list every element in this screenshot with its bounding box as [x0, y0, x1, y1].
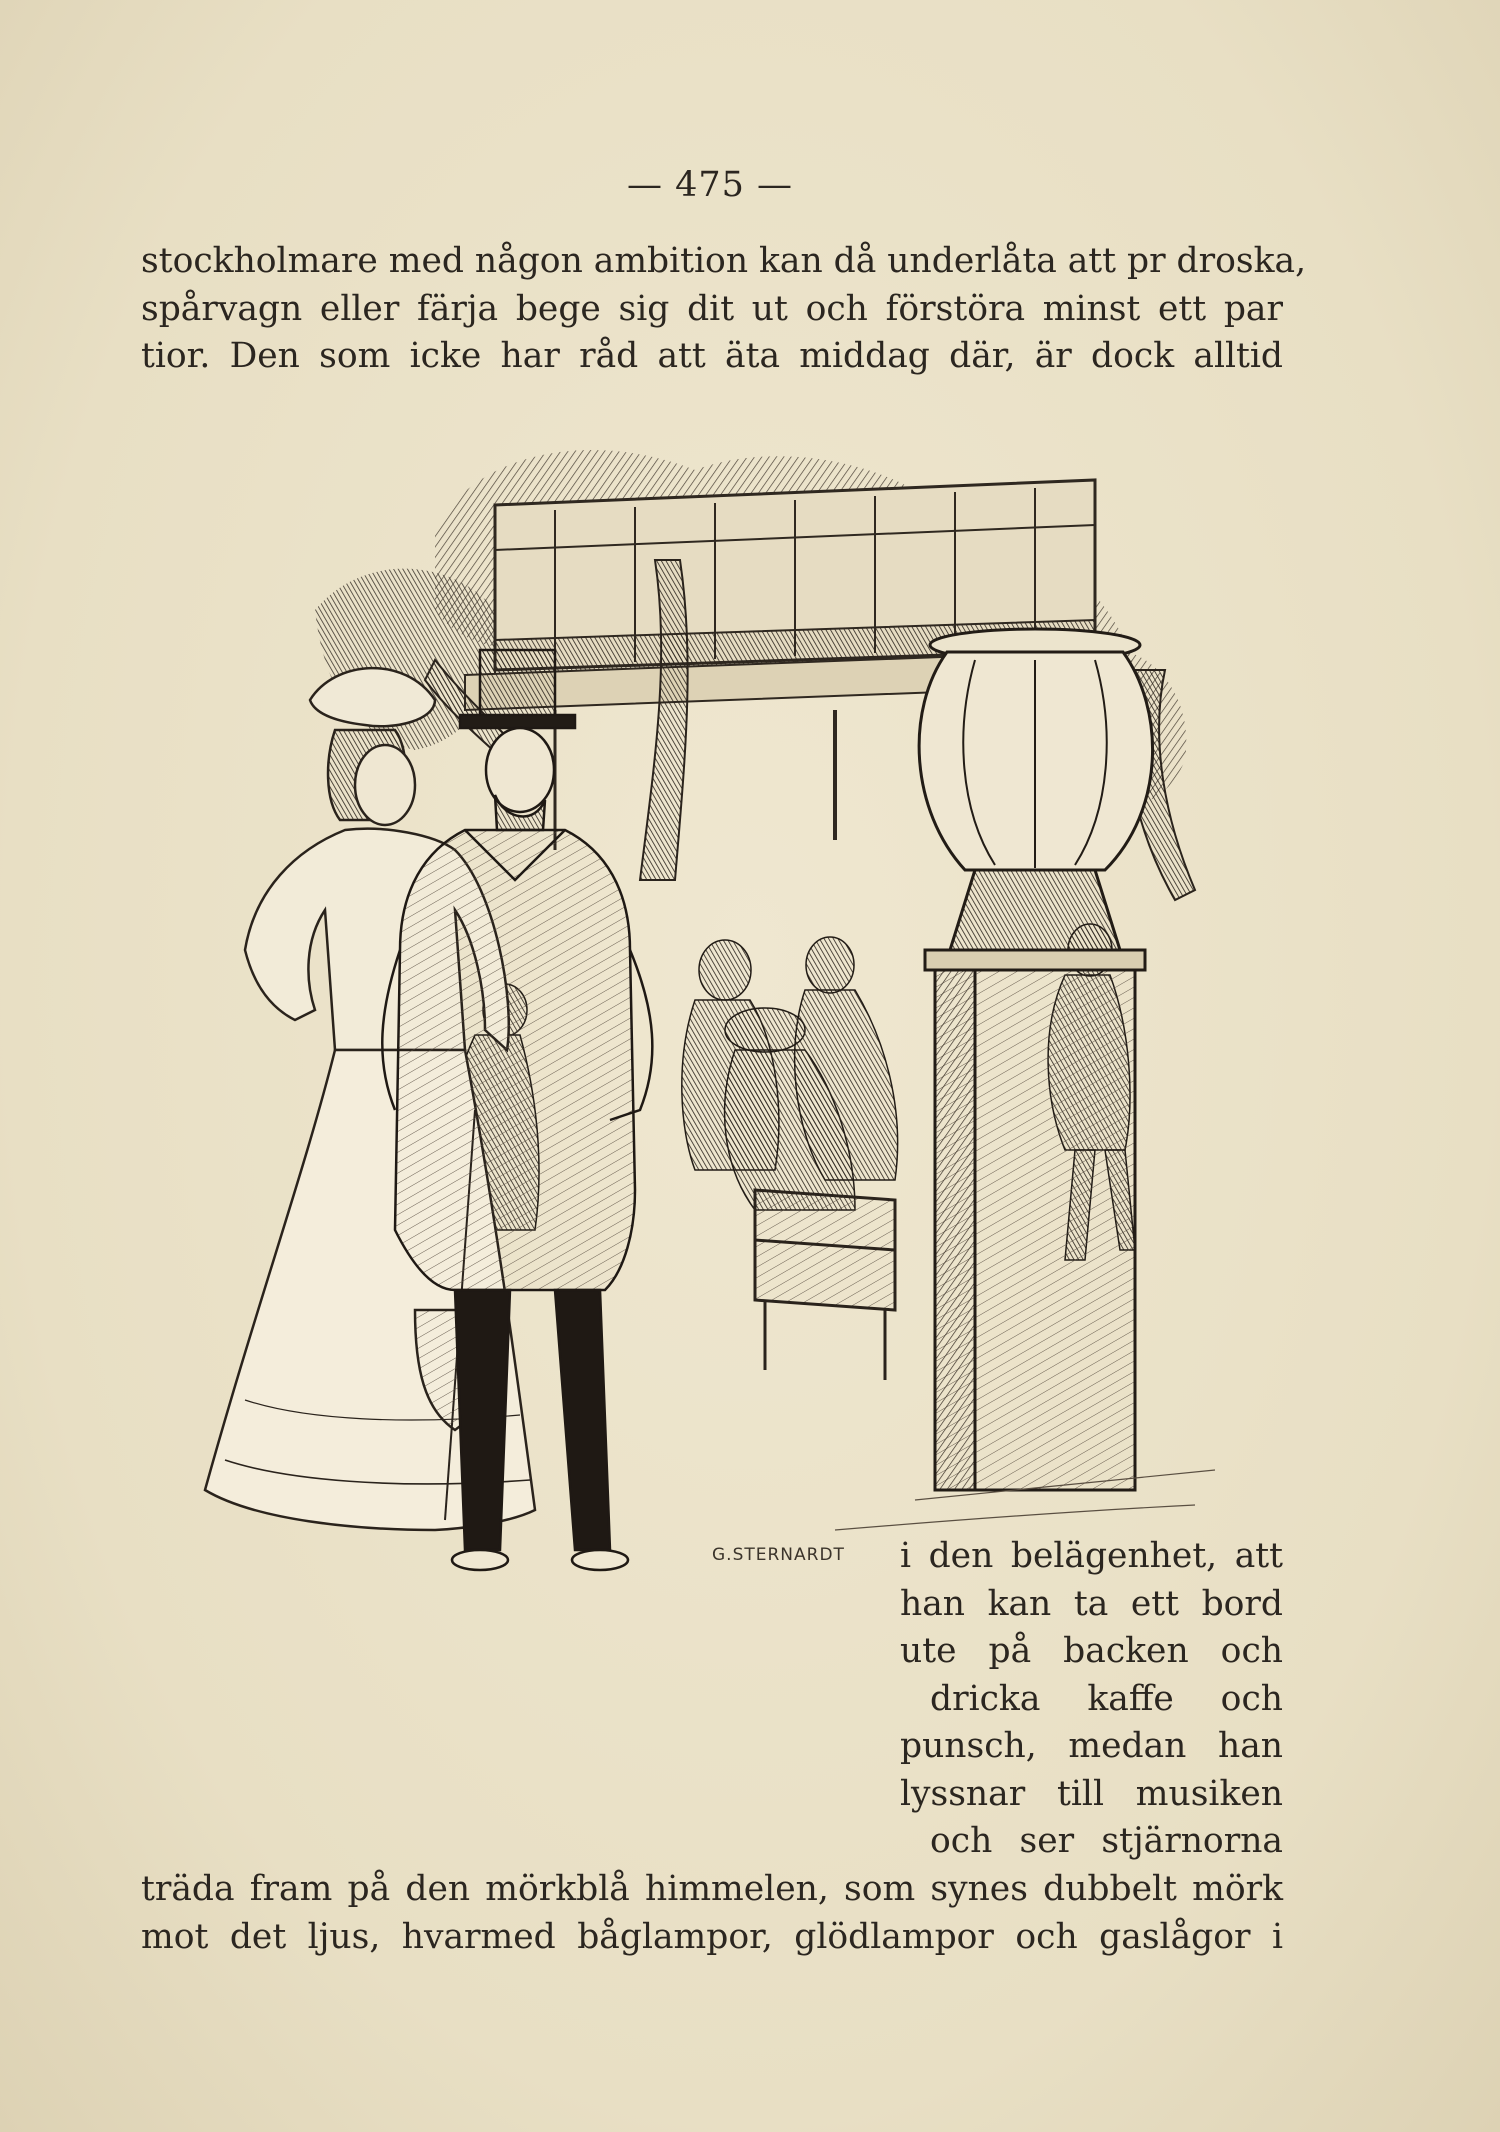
- text-line: lyssnar till musiken: [900, 1773, 1283, 1814]
- page-number: — 475 —: [626, 165, 794, 205]
- text-line: mot det ljus, hvarmed båglampor, glödlampor och gaslågor i: [141, 1916, 1283, 1957]
- text-line: dricka kaffe och: [930, 1678, 1283, 1719]
- text-line: och ser stjärnorna: [930, 1821, 1283, 1861]
- text-line: tior. Den som icke har råd att äta middag där, är dock alltid: [141, 336, 1283, 376]
- urn-pedestal: [919, 629, 1152, 1490]
- text-line: i den belägenhet, att: [900, 1536, 1283, 1576]
- text-line: träda fram på den mörkblå himmelen, som synes dubbelt mörk: [141, 1869, 1283, 1909]
- text-line: ute på backen och: [900, 1631, 1283, 1671]
- top-paragraph: [141, 238, 1307, 381]
- illustration-signature: G.STERNARDT: [712, 1545, 845, 1565]
- bottom-paragraph: [141, 1866, 1283, 1961]
- text-line: stockholmare med någon ambition kan då underlåta att pr droska,: [141, 241, 1307, 281]
- side-paragraph: [900, 1533, 1283, 1866]
- bench: [755, 1190, 895, 1380]
- text-line: han kan ta ett bord: [900, 1583, 1283, 1624]
- text-line: spårvagn eller färja bege sig dit ut och förstöra minst ett par: [141, 288, 1283, 329]
- text-line: punsch, medan han: [900, 1726, 1283, 1766]
